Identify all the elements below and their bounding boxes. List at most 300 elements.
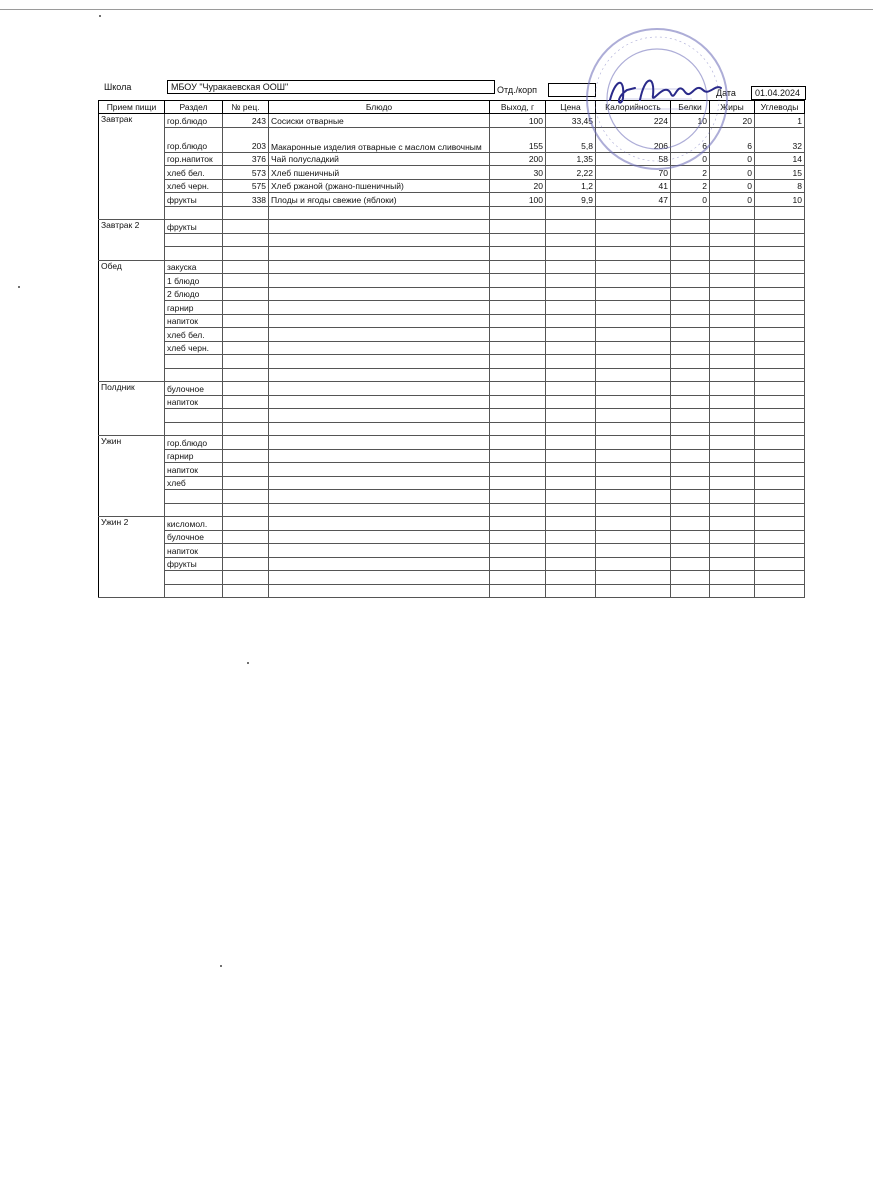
cell-yield (490, 274, 546, 288)
cell-protein (671, 328, 710, 342)
cell-section: хлеб (165, 476, 223, 490)
cell-yield (490, 544, 546, 558)
cell-dish (269, 409, 490, 423)
cell-protein: 0 (671, 193, 710, 207)
cell-section: гарнир (165, 301, 223, 315)
cell-calories (596, 355, 671, 369)
scan-edge-line (0, 9, 873, 10)
cell-recipe: 338 (223, 193, 269, 207)
cell-price (546, 301, 596, 315)
cell-calories (596, 422, 671, 436)
cell-recipe (223, 395, 269, 409)
cell-dish (269, 314, 490, 328)
cell-section: гор.напиток (165, 152, 223, 166)
handwritten-signature (605, 70, 725, 110)
cell-carbs: 1 (755, 114, 805, 128)
cell-calories (596, 463, 671, 477)
cell-section: гор.блюдо (165, 436, 223, 450)
cell-calories (596, 557, 671, 571)
table-row (99, 517, 805, 531)
cell-yield (490, 314, 546, 328)
table-row (99, 341, 805, 355)
cell-dish (269, 571, 490, 585)
cell-yield (490, 301, 546, 315)
cell-dish: Плоды и ягоды свежие (яблоки) (269, 193, 490, 207)
cell-carbs (755, 409, 805, 423)
cell-fat (710, 490, 755, 504)
cell-recipe (223, 584, 269, 598)
cell-fat: 0 (710, 179, 755, 193)
table-row (99, 274, 805, 288)
cell-recipe (223, 260, 269, 274)
cell-price (546, 220, 596, 234)
cell-protein (671, 409, 710, 423)
cell-calories (596, 436, 671, 450)
cell-price (546, 260, 596, 274)
table-row (99, 463, 805, 477)
cell-fat (710, 328, 755, 342)
cell-dish (269, 422, 490, 436)
cell-fat: 0 (710, 166, 755, 180)
table-row (99, 328, 805, 342)
cell-section: хлеб черн. (165, 341, 223, 355)
cell-fat (710, 220, 755, 234)
column-header: № рец. (223, 101, 269, 114)
cell-recipe (223, 382, 269, 396)
cell-dish (269, 368, 490, 382)
cell-price (546, 368, 596, 382)
cell-section: кисломол. (165, 517, 223, 531)
cell-price (546, 233, 596, 247)
cell-dish (269, 490, 490, 504)
cell-section (165, 368, 223, 382)
cell-dish (269, 260, 490, 274)
column-header: Цена (546, 101, 596, 114)
cell-dish (269, 287, 490, 301)
cell-recipe (223, 247, 269, 261)
cell-dish (269, 233, 490, 247)
cell-calories (596, 584, 671, 598)
meal-group (99, 436, 805, 517)
cell-calories (596, 247, 671, 261)
cell-calories (596, 260, 671, 274)
cell-calories (596, 274, 671, 288)
cell-protein (671, 395, 710, 409)
cell-carbs (755, 314, 805, 328)
cell-carbs (755, 206, 805, 220)
cell-fat (710, 287, 755, 301)
cell-carbs (755, 260, 805, 274)
cell-price (546, 341, 596, 355)
cell-dish (269, 395, 490, 409)
cell-section (165, 490, 223, 504)
cell-section: булочное (165, 530, 223, 544)
cell-protein (671, 301, 710, 315)
table-row (99, 544, 805, 558)
cell-protein: 2 (671, 179, 710, 193)
cell-calories: 41 (596, 179, 671, 193)
column-header: Выход, г (490, 101, 546, 114)
dept-label: Отд./корп (497, 85, 537, 95)
cell-recipe (223, 328, 269, 342)
cell-calories (596, 314, 671, 328)
cell-price (546, 247, 596, 261)
cell-yield: 155 (490, 127, 546, 152)
table-row (99, 220, 805, 234)
column-header: Жиры (710, 101, 755, 114)
cell-dish (269, 220, 490, 234)
cell-carbs (755, 517, 805, 531)
cell-price: 9,9 (546, 193, 596, 207)
cell-dish: Сосиски отварные (269, 114, 490, 128)
cell-carbs (755, 584, 805, 598)
cell-carbs (755, 422, 805, 436)
cell-recipe: 203 (223, 127, 269, 152)
menu-table (98, 100, 805, 598)
cell-fat (710, 584, 755, 598)
cell-yield (490, 409, 546, 423)
cell-calories (596, 409, 671, 423)
meal-group (99, 382, 805, 436)
cell-calories (596, 382, 671, 396)
cell-calories: 47 (596, 193, 671, 207)
cell-carbs (755, 395, 805, 409)
cell-yield (490, 476, 546, 490)
cell-carbs (755, 571, 805, 585)
cell-fat (710, 301, 755, 315)
cell-recipe: 573 (223, 166, 269, 180)
cell-price (546, 409, 596, 423)
cell-price (546, 436, 596, 450)
cell-fat (710, 449, 755, 463)
cell-yield (490, 584, 546, 598)
cell-calories (596, 301, 671, 315)
cell-dish (269, 206, 490, 220)
cell-carbs: 8 (755, 179, 805, 193)
cell-protein (671, 571, 710, 585)
cell-recipe (223, 557, 269, 571)
school-name-field: МБОУ "Чуракаевская ООШ" (167, 80, 495, 94)
cell-yield (490, 355, 546, 369)
cell-protein: 10 (671, 114, 710, 128)
cell-recipe (223, 341, 269, 355)
cell-fat (710, 544, 755, 558)
cell-protein: 0 (671, 152, 710, 166)
table-row (99, 206, 805, 220)
cell-carbs (755, 368, 805, 382)
cell-yield (490, 557, 546, 571)
scan-speck (220, 965, 222, 967)
cell-section: хлеб черн. (165, 179, 223, 193)
table-row (99, 584, 805, 598)
cell-section (165, 584, 223, 598)
cell-yield (490, 517, 546, 531)
cell-recipe (223, 571, 269, 585)
cell-calories (596, 206, 671, 220)
cell-fat (710, 517, 755, 531)
cell-carbs: 10 (755, 193, 805, 207)
cell-protein (671, 382, 710, 396)
cell-dish (269, 436, 490, 450)
cell-protein (671, 503, 710, 517)
cell-yield (490, 422, 546, 436)
table-row (99, 449, 805, 463)
school-label: Школа (104, 82, 132, 92)
table-row (99, 395, 805, 409)
cell-price: 1,2 (546, 179, 596, 193)
cell-calories (596, 233, 671, 247)
cell-price (546, 449, 596, 463)
cell-section: 1 блюдо (165, 274, 223, 288)
table-row (99, 179, 805, 193)
cell-recipe (223, 206, 269, 220)
cell-yield (490, 395, 546, 409)
table-row (99, 409, 805, 423)
cell-section: напиток (165, 463, 223, 477)
cell-recipe: 243 (223, 114, 269, 128)
cell-fat (710, 409, 755, 423)
cell-protein (671, 206, 710, 220)
cell-protein (671, 544, 710, 558)
table-row (99, 233, 805, 247)
cell-protein (671, 260, 710, 274)
cell-calories: 206 (596, 127, 671, 152)
cell-calories (596, 503, 671, 517)
meal-name-cell: Ужин 2 (99, 517, 165, 598)
cell-fat: 6 (710, 127, 755, 152)
cell-dish (269, 530, 490, 544)
cell-recipe (223, 368, 269, 382)
cell-dish (269, 328, 490, 342)
cell-protein: 6 (671, 127, 710, 152)
meal-name-cell: Завтрак 2 (99, 220, 165, 261)
table-row (99, 368, 805, 382)
cell-carbs (755, 503, 805, 517)
cell-protein (671, 314, 710, 328)
cell-yield: 200 (490, 152, 546, 166)
cell-yield (490, 463, 546, 477)
cell-protein (671, 422, 710, 436)
table-row (99, 490, 805, 504)
cell-price (546, 490, 596, 504)
cell-carbs (755, 220, 805, 234)
cell-yield (490, 287, 546, 301)
cell-section: фрукты (165, 557, 223, 571)
cell-protein (671, 368, 710, 382)
cell-section: закуска (165, 260, 223, 274)
cell-carbs (755, 328, 805, 342)
cell-carbs (755, 301, 805, 315)
table-row (99, 382, 805, 396)
cell-protein (671, 476, 710, 490)
cell-dish (269, 355, 490, 369)
meal-group (99, 220, 805, 261)
cell-recipe (223, 530, 269, 544)
cell-yield (490, 571, 546, 585)
cell-calories (596, 395, 671, 409)
cell-section: хлеб бел. (165, 166, 223, 180)
cell-calories: 70 (596, 166, 671, 180)
cell-section: булочное (165, 382, 223, 396)
cell-yield: 20 (490, 179, 546, 193)
cell-dish (269, 382, 490, 396)
cell-carbs (755, 490, 805, 504)
meal-name-cell: Ужин (99, 436, 165, 517)
cell-protein (671, 463, 710, 477)
cell-dish (269, 557, 490, 571)
cell-dish (269, 301, 490, 315)
cell-recipe: 376 (223, 152, 269, 166)
cell-protein (671, 449, 710, 463)
cell-fat (710, 571, 755, 585)
cell-fat (710, 436, 755, 450)
cell-carbs: 14 (755, 152, 805, 166)
scan-speck (99, 15, 101, 17)
column-header: Прием пищи (99, 101, 165, 114)
cell-carbs (755, 233, 805, 247)
column-header: Раздел (165, 101, 223, 114)
cell-fat (710, 206, 755, 220)
cell-calories: 58 (596, 152, 671, 166)
cell-section (165, 206, 223, 220)
cell-recipe (223, 409, 269, 423)
cell-dish (269, 544, 490, 558)
cell-recipe (223, 449, 269, 463)
cell-fat (710, 314, 755, 328)
cell-yield (490, 368, 546, 382)
table-row (99, 314, 805, 328)
cell-section (165, 503, 223, 517)
cell-yield (490, 382, 546, 396)
cell-yield (490, 490, 546, 504)
cell-fat (710, 368, 755, 382)
cell-carbs (755, 382, 805, 396)
cell-yield (490, 206, 546, 220)
cell-price (546, 463, 596, 477)
table-row (99, 422, 805, 436)
meal-group (99, 517, 805, 598)
table-row (99, 530, 805, 544)
cell-section (165, 247, 223, 261)
cell-dish (269, 449, 490, 463)
cell-price (546, 517, 596, 531)
cell-recipe (223, 301, 269, 315)
cell-section (165, 422, 223, 436)
cell-recipe (223, 436, 269, 450)
cell-recipe (223, 233, 269, 247)
cell-yield (490, 220, 546, 234)
cell-section: хлеб бел. (165, 328, 223, 342)
cell-price (546, 328, 596, 342)
cell-yield (490, 233, 546, 247)
cell-section: напиток (165, 395, 223, 409)
cell-recipe (223, 517, 269, 531)
cell-fat: 0 (710, 152, 755, 166)
cell-price (546, 287, 596, 301)
scan-speck (18, 286, 20, 288)
cell-yield (490, 530, 546, 544)
cell-price: 33,45 (546, 114, 596, 128)
table-row (99, 503, 805, 517)
cell-price (546, 476, 596, 490)
table-row (99, 557, 805, 571)
cell-yield: 100 (490, 114, 546, 128)
cell-fat (710, 530, 755, 544)
cell-section: фрукты (165, 220, 223, 234)
cell-carbs (755, 436, 805, 450)
cell-section (165, 409, 223, 423)
cell-dish (269, 503, 490, 517)
cell-yield: 100 (490, 193, 546, 207)
cell-recipe (223, 287, 269, 301)
cell-yield (490, 260, 546, 274)
cell-calories (596, 530, 671, 544)
cell-calories (596, 220, 671, 234)
cell-fat (710, 274, 755, 288)
cell-price (546, 274, 596, 288)
cell-calories (596, 476, 671, 490)
cell-fat: 20 (710, 114, 755, 128)
cell-dish: Макаронные изделия отварные с маслом сливочным (269, 127, 490, 152)
cell-recipe (223, 355, 269, 369)
cell-section: фрукты (165, 193, 223, 207)
date-field: 01.04.2024 (751, 86, 806, 100)
cell-calories (596, 517, 671, 531)
cell-protein (671, 490, 710, 504)
cell-carbs (755, 544, 805, 558)
cell-yield (490, 503, 546, 517)
cell-recipe (223, 463, 269, 477)
cell-carbs (755, 287, 805, 301)
cell-fat (710, 260, 755, 274)
cell-protein: 2 (671, 166, 710, 180)
cell-section: гор.блюдо (165, 127, 223, 152)
cell-yield (490, 328, 546, 342)
cell-fat (710, 247, 755, 261)
cell-fat (710, 557, 755, 571)
cell-recipe (223, 422, 269, 436)
column-header: Белки (671, 101, 710, 114)
cell-price (546, 395, 596, 409)
cell-section: гарнир (165, 449, 223, 463)
cell-carbs (755, 274, 805, 288)
cell-calories (596, 449, 671, 463)
cell-protein (671, 584, 710, 598)
cell-dish: Хлеб ржаной (ржано-пшеничный) (269, 179, 490, 193)
cell-recipe (223, 503, 269, 517)
cell-protein (671, 247, 710, 261)
cell-carbs (755, 557, 805, 571)
cell-price (546, 571, 596, 585)
cell-fat: 0 (710, 193, 755, 207)
cell-recipe (223, 274, 269, 288)
cell-price: 5,8 (546, 127, 596, 152)
cell-fat (710, 503, 755, 517)
cell-fat (710, 463, 755, 477)
scan-speck (247, 662, 249, 664)
cell-calories (596, 368, 671, 382)
cell-yield (490, 436, 546, 450)
cell-section: напиток (165, 544, 223, 558)
meal-group (99, 260, 805, 382)
table-row (99, 287, 805, 301)
cell-fat (710, 355, 755, 369)
cell-price (546, 530, 596, 544)
table-row (99, 193, 805, 207)
cell-price (546, 584, 596, 598)
table-row (99, 355, 805, 369)
cell-fat (710, 341, 755, 355)
